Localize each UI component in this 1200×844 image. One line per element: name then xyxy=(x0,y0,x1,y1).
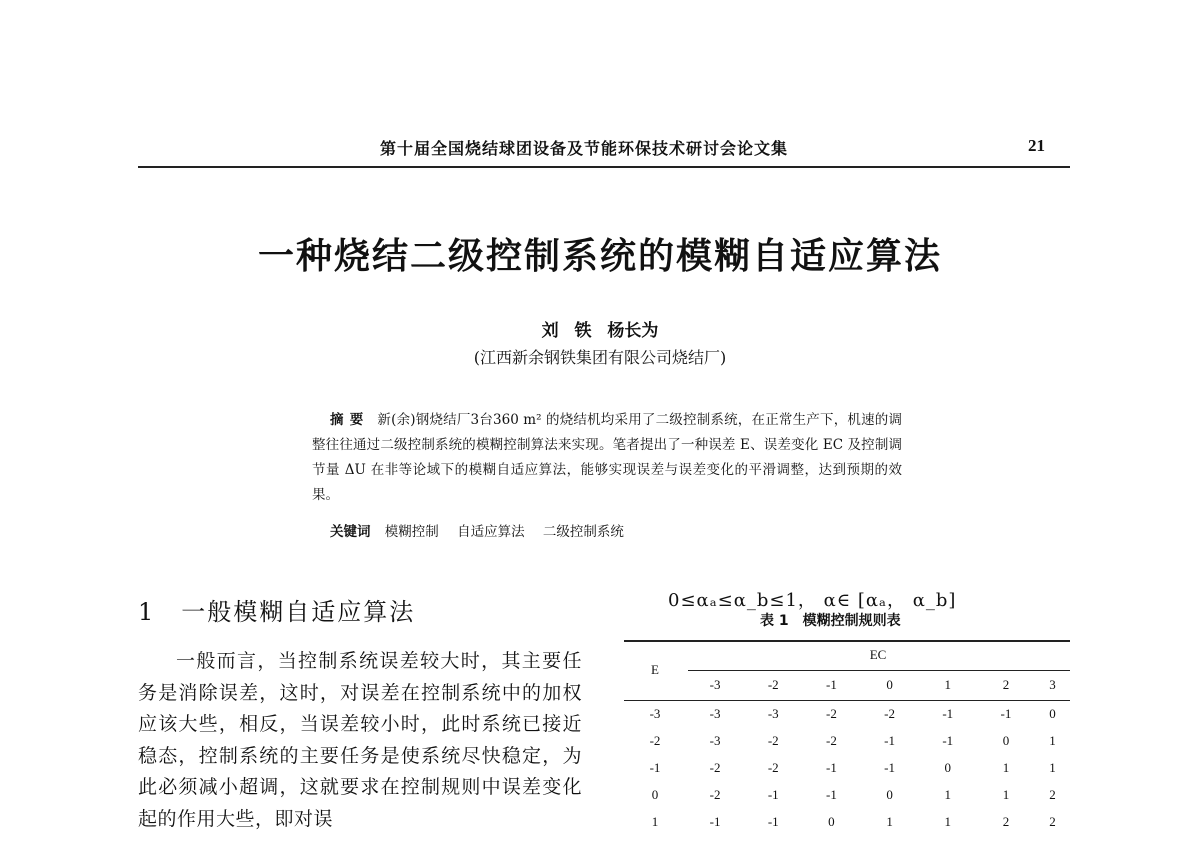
table-cell: 1 xyxy=(1002,786,1010,802)
table-row xyxy=(624,700,1070,727)
table-cell: -1 xyxy=(826,786,837,802)
page-number: 21 xyxy=(1028,136,1045,155)
keyword-item: 模糊控制 xyxy=(384,524,439,540)
table-cell: 0 xyxy=(1049,705,1056,721)
table-row-label: -3 xyxy=(649,705,661,721)
fuzzy-rule-table xyxy=(624,640,1070,835)
table-cell: 1 xyxy=(944,813,952,829)
table-cell: 0 xyxy=(828,813,835,829)
table-cell: -2 xyxy=(884,705,896,721)
table-cell: -2 xyxy=(826,732,837,748)
table-cell: 0 xyxy=(1002,732,1010,748)
table-cell: -2 xyxy=(709,786,721,802)
table-caption-number: 表 1 xyxy=(760,613,789,629)
section-number: 1 xyxy=(138,598,156,626)
table-cell: 2 xyxy=(1049,813,1056,829)
table-cell: -3 xyxy=(709,732,721,748)
table-cell: -1 xyxy=(709,813,721,829)
table-cell: -1 xyxy=(942,705,954,721)
table-col-header: -3 xyxy=(709,677,721,692)
table-row-label: -1 xyxy=(649,759,661,775)
table-cell: -2 xyxy=(767,732,779,748)
authors: 刘 铁 杨长为 xyxy=(541,321,659,341)
table-caption-title: 模糊控制规则表 xyxy=(802,613,901,629)
table-row-label: -2 xyxy=(649,732,661,748)
running-header-title: 第十届全国烧结球团设备及节能环保技术研讨会论文集 xyxy=(380,139,789,158)
keyword-item: 自适应算法 xyxy=(457,524,525,540)
table-row-label: 1 xyxy=(651,813,659,829)
table-row-label: 0 xyxy=(651,786,659,802)
table-cell: 1 xyxy=(886,813,893,829)
affiliation: (江西新余钢铁集团有限公司烧结厂) xyxy=(473,348,727,367)
abstract xyxy=(312,408,902,508)
table-cell: 1 xyxy=(1049,759,1056,775)
table-caption xyxy=(760,610,901,630)
table-col-header: -1 xyxy=(826,677,837,692)
table-cell: -1 xyxy=(884,732,896,748)
abstract-text: 新(余)钢烧结厂3台360 m² 的烧结机均采用了二级控制系统，在正常生产下，机速的调整往往通过二级控制系统的模糊控制算法来实现。笔者提出了一种误差 E、误差变化 EC 及控制调节量 ΔU 在非等论域下的模糊自适应算法，能够实现误差与误差变化的平滑调整，达到预期的效果。 xyxy=(312,412,903,503)
body-paragraph: 一般而言，当控制系统误差较大时，其主要任务是消除误差，这时，对误差在控制系统中的加权应该大些，相反，当误差较小时，此时系统已接近稳态，控制系统的主要任务是使系统尽快稳定，为此必须减小超调，这就要求在控制规则中误差变化起的作用大些，即对误 xyxy=(138,650,582,830)
table-cell: -1 xyxy=(884,759,896,775)
table-col-group-ec: EC xyxy=(869,647,887,662)
table-cell: -1 xyxy=(1000,705,1012,721)
table-col-header: 2 xyxy=(1002,677,1010,692)
table-row xyxy=(624,808,1070,835)
keyword-item: 二级控制系统 xyxy=(542,524,624,540)
table-cell: 1 xyxy=(944,786,952,802)
table-cell: -2 xyxy=(709,759,721,775)
table-cell: 0 xyxy=(944,759,952,775)
section-heading xyxy=(138,592,415,627)
table-col-header: 3 xyxy=(1049,677,1056,692)
table-row-header-e: E xyxy=(651,662,659,677)
table-cell: -3 xyxy=(767,705,779,721)
header-rule xyxy=(138,166,1070,168)
table-cell: -1 xyxy=(767,813,779,829)
table-cell: -1 xyxy=(826,759,837,775)
table-cell: -1 xyxy=(767,786,779,802)
table-cell: 2 xyxy=(1049,786,1056,802)
table-cell: 0 xyxy=(886,786,893,802)
table-cell: -1 xyxy=(942,732,954,748)
table-cell: 1 xyxy=(1002,759,1010,775)
table-row xyxy=(624,781,1070,808)
table-cell: 2 xyxy=(1002,813,1010,829)
table-cell: 1 xyxy=(1049,732,1056,748)
abstract-label: 摘要 xyxy=(330,412,370,428)
table-cell: -2 xyxy=(826,705,837,721)
table-col-header: -2 xyxy=(767,677,779,692)
table-col-header: 0 xyxy=(886,677,893,692)
table-cell: -2 xyxy=(767,759,779,775)
table-cell: -3 xyxy=(709,705,721,721)
table-row xyxy=(624,727,1070,754)
keywords xyxy=(330,520,638,540)
formula: 0≤αₐ≤α_b≤1， α∈ [αₐ， α_b] xyxy=(668,590,957,611)
keywords-label: 关键词 xyxy=(330,524,371,540)
section-title: 一般模糊自适应算法 xyxy=(181,598,416,626)
paper-title: 一种烧结二级控制系统的模糊自适应算法 xyxy=(257,236,942,277)
table-row xyxy=(624,754,1070,781)
table-col-header: 1 xyxy=(944,677,952,692)
